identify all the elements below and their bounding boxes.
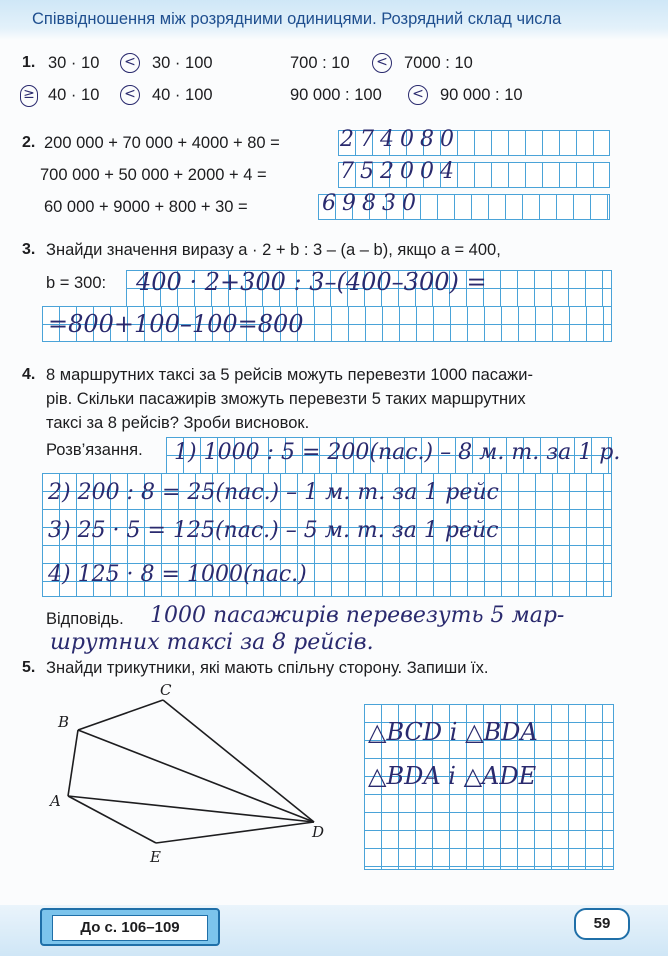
task4-answer-1: 1000 пасажирів перевезуть 5 мар- — [150, 603, 565, 628]
task1-sign-right1: < — [408, 85, 428, 105]
task1-number: 1. — [22, 54, 36, 71]
page-number: 59 — [574, 908, 630, 940]
segment-ae — [68, 796, 156, 843]
task4-text-1: 8 маршрутних таксі за 5 рейсів можуть перевезти 1000 пасажи- — [46, 366, 533, 384]
segment-ed — [156, 822, 314, 843]
task2-expr-0: 200 000 + 70 000 + 4000 + 80 = — [44, 134, 280, 152]
task5-text: Знайди трикутники, які мають спільну сторону. Запиши їх. — [46, 659, 489, 677]
task2-answer-0: 274080 — [340, 127, 460, 152]
task5-answer-1: △BCD і △BDA — [368, 718, 538, 746]
task4-number: 4. — [22, 366, 36, 383]
task4-answer-2: шрутних таксі за 8 рейсів. — [50, 630, 374, 655]
segment-cd — [163, 700, 314, 822]
task1-right-a0: 700 : 10 — [290, 54, 350, 72]
task5-number: 5. — [22, 659, 36, 676]
page-reference: До с. 106–109 — [52, 915, 208, 941]
triangles-figure — [40, 680, 340, 870]
vertex-b-label: B — [58, 713, 70, 731]
task1-left-a1: 40 · 10 — [48, 86, 100, 104]
task4-step-2: 2) 200 : 8 = 25(пас.) – 1 м. т. за 1 рейс — [48, 480, 499, 505]
vertex-c-label: C — [160, 681, 172, 699]
task2-expr-2: 60 000 + 9000 + 800 + 30 = — [44, 198, 248, 216]
task2-answer-1: 752004 — [340, 159, 460, 184]
vertex-a-label: A — [50, 792, 61, 810]
task3-condition: b = 300: — [46, 274, 107, 292]
task1-left-a0: 30 · 10 — [48, 54, 100, 72]
task4-solution-label: Розв’язання. — [46, 441, 143, 459]
segment-bd — [78, 730, 314, 822]
page-title: Співвідношення між розрядними одиницями. Розрядний склад числа — [32, 10, 562, 28]
task1-sign-left0: < — [120, 53, 140, 73]
task4-text-2: рів. Скільки пасажирів зможуть перевезти 5 таких маршрутних — [46, 390, 526, 408]
task1-right-b0: 7000 : 10 — [404, 54, 473, 72]
task1-sign-left1: < — [120, 85, 140, 105]
task2-expr-1: 700 000 + 50 000 + 2000 + 4 = — [40, 166, 267, 184]
task3-text: Знайди значення виразу a · 2 + b : 3 – (a – b), якщо a = 400, — [46, 241, 501, 259]
task3-line2: =800+100–100=800 — [48, 310, 304, 338]
segment-ad — [68, 796, 314, 822]
vertex-e-label: E — [150, 848, 161, 866]
task4-answer-label: Відповідь. — [46, 610, 124, 628]
task3-number: 3. — [22, 241, 36, 258]
task1-left-b1: 40 · 100 — [152, 86, 213, 104]
vertex-d-label: D — [312, 823, 325, 841]
task4-step-1: 1) 1000 : 5 = 200(пас.) – 8 м. т. за 1 р. — [174, 440, 621, 465]
segment-ba — [68, 730, 78, 796]
task5-answer-2: △BDA і △ADE — [368, 762, 537, 790]
task1-sign-right0: < — [372, 53, 392, 73]
task3-line1: 400 · 2+300 : 3–(400–300) = — [136, 268, 487, 296]
book-reference-icon — [40, 908, 220, 946]
task4-step-4: 4) 125 · 8 = 1000(пас.) — [48, 562, 307, 587]
task1-marker: ≥ — [20, 85, 38, 107]
task1-right-b1: 90 000 : 10 — [440, 86, 523, 104]
segment-bc — [78, 700, 163, 730]
task4-text-3: таксі за 8 рейсів? Зроби висновок. — [46, 414, 310, 432]
task2-number: 2. — [22, 134, 36, 151]
task1-right-a1: 90 000 : 100 — [290, 86, 382, 104]
task1-left-b0: 30 · 100 — [152, 54, 213, 72]
task4-step-3: 3) 25 · 5 = 125(пас.) – 5 м. т. за 1 рейс — [48, 518, 499, 543]
task2-answer-2: 69830 — [322, 191, 422, 216]
